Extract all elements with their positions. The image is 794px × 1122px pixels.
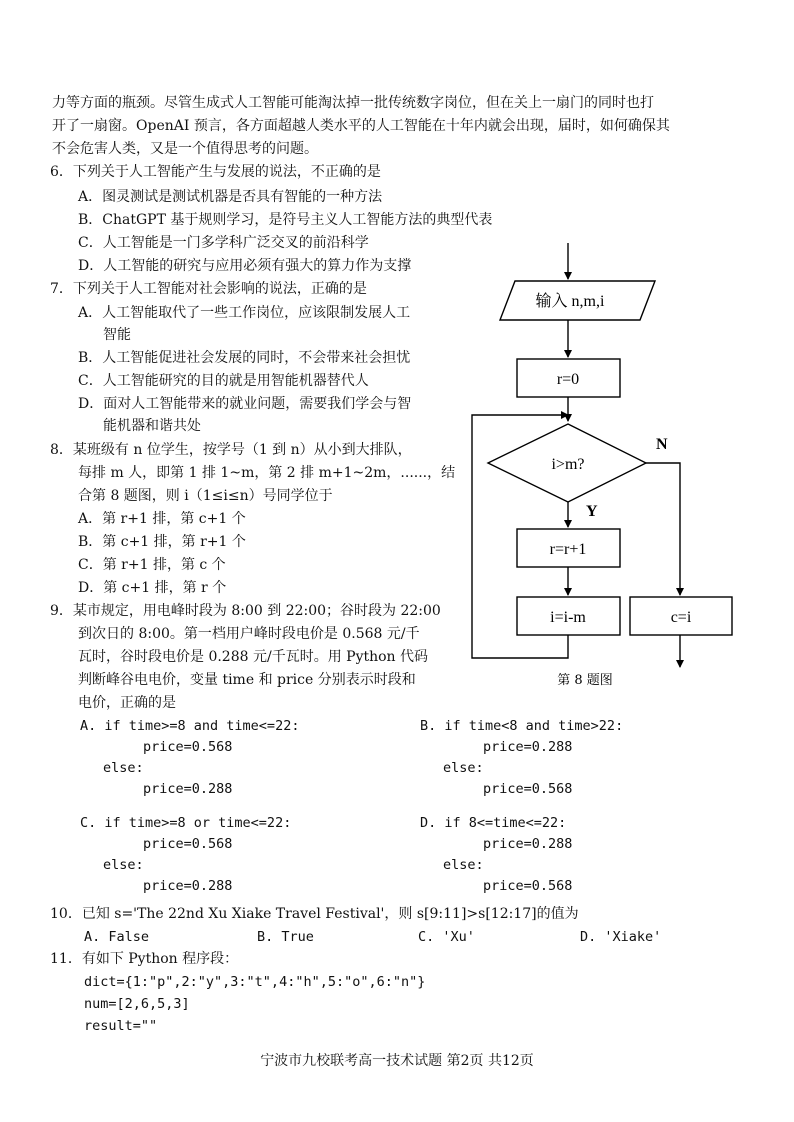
q11-stem: 11．有如下 Python 程序段： — [50, 951, 239, 967]
q9-option-b-line: B. if time<8 and time>22: — [420, 718, 624, 734]
q6-option-d: D．人工智能的研究与应用必须有强大的算力作为支撑 — [78, 258, 412, 274]
q9-option-d-line: price=0.568 — [483, 878, 573, 894]
q9-option-a-line: price=0.288 — [143, 781, 233, 797]
q11-code-line: num=[2,6,5,3] — [84, 996, 190, 1012]
q8-option-d: D．第 c+1 排，第 r 个 — [78, 580, 227, 596]
q9-stem-line: 判断峰谷电电价，变量 time 和 price 分别表示时段和 — [78, 672, 416, 688]
q8-stem-line: 每排 m 人，即第 1 排 1~m，第 2 排 m+1~2m，......，结 — [78, 465, 456, 481]
q6-stem: 6．下列关于人工智能产生与发展的说法，不正确的是 — [50, 164, 381, 180]
init-label: r=0 — [556, 371, 580, 388]
q10-option-b: B. True — [257, 929, 314, 945]
q7-option-d: D．面对人工智能带来的就业问题，需要我们学会与智 — [78, 396, 412, 412]
q9-option-a-line: else: — [103, 760, 144, 776]
intro-line: 开了一扇窗。OpenAI 预言，各方面超越人类水平的人工智能在十年内就会出现，届时，如何确保其 — [52, 118, 670, 134]
q9-option-a-line: A. if time>=8 and time<=22: — [80, 718, 300, 734]
q6-option-c: C．人工智能是一门多学科广泛交叉的前沿科学 — [78, 235, 369, 251]
q9-option-d-line: price=0.288 — [483, 836, 573, 852]
q8-option-c: C．第 r+1 排，第 c 个 — [78, 557, 226, 573]
q9-option-a-line: price=0.568 — [143, 739, 233, 755]
flowchart-caption: 第 8 题图 — [557, 673, 613, 688]
q9-option-c-line: C. if time>=8 or time<=22: — [80, 815, 292, 831]
q9-option-c-line: price=0.288 — [143, 878, 233, 894]
yes-label: Y — [586, 503, 598, 520]
q8-option-a: A．第 r+1 排，第 c+1 个 — [78, 511, 246, 527]
q7-option-a-cont: 智能 — [103, 327, 131, 343]
q8-flowchart — [460, 235, 740, 695]
q9-option-b-line: price=0.288 — [483, 739, 573, 755]
q7-option-c: C．人工智能研究的目的就是用智能机器替代人 — [78, 373, 369, 389]
q9-stem-line: 到次日的 8:00。第一档用户峰时段电价是 0.568 元/千 — [78, 626, 420, 642]
q6-option-b: B．ChatGPT 基于规则学习，是符号主义人工智能方法的典型代表 — [78, 212, 493, 228]
q7-option-d-cont: 能机器和谐共处 — [103, 418, 201, 434]
q11-code-line: dict={1:"p",2:"y",3:"t",4:"h",5:"o",6:"n"} — [84, 974, 426, 990]
q9-option-c-line: price=0.568 — [143, 836, 233, 852]
q8-option-b: B．第 c+1 排，第 r+1 个 — [78, 534, 246, 550]
no-branch-line — [646, 463, 680, 595]
q9-option-b-line: price=0.568 — [483, 781, 573, 797]
intro-line: 不会危害人类，又是一个值得思考的问题。 — [52, 141, 318, 157]
q10-option-a: A. False — [84, 929, 150, 945]
q9-option-b-line: else: — [443, 760, 484, 776]
q9-stem-line: 电价，正确的是 — [78, 695, 176, 711]
q11-code-line: result="" — [84, 1018, 158, 1034]
step2-label: i=i-m — [550, 609, 586, 626]
q7-option-b: B．人工智能促进社会发展的同时，不会带来社会担忧 — [78, 350, 411, 366]
output-label: c=i — [670, 609, 692, 626]
q7-option-a: A．人工智能取代了一些工作岗位，应该限制发展人工 — [78, 305, 411, 321]
q9-option-c-line: else: — [103, 857, 144, 873]
q9-stem-line: 瓦时，谷时段电价是 0.288 元/千瓦时。用 Python 代码 — [78, 649, 429, 665]
intro-line: 力等方面的瓶颈。尽管生成式人工智能可能淘汰掉一批传统数字岗位，但在关上一扇门的同时也打 — [52, 95, 654, 111]
step1-label: r=r+1 — [549, 541, 587, 558]
input-label: 输入 n,m,i — [535, 293, 605, 310]
q8-stem-line: 合第 8 题图，则 i（1≤i≤n）号同学位于 — [78, 488, 333, 504]
q6-option-a: A．图灵测试是测试机器是否具有智能的一种方法 — [78, 189, 383, 205]
q10-option-d: D. 'Xiake' — [580, 929, 662, 945]
q10-option-c: C. 'Xu' — [418, 929, 475, 945]
condition-label: i>m? — [551, 456, 585, 473]
q9-option-d-line: else: — [443, 857, 484, 873]
page-footer: 宁波市九校联考高一技术试题 第2页 共12页 — [260, 1053, 534, 1069]
q9-stem-line: 9．某市规定，用电峰时段为 8:00 到 22:00；谷时段为 22:00 — [50, 603, 441, 619]
q9-option-d-line: D. if 8<=time<=22: — [420, 815, 567, 831]
no-label: N — [656, 436, 668, 453]
q8-stem-line: 8．某班级有 n 位学生，按学号（1 到 n）从小到大排队， — [50, 442, 412, 458]
q10-stem: 10．已知 s='The 22nd Xu Xiake Travel Festival'，则 s[9:11]>s[12:17]的值为 — [50, 906, 579, 922]
q7-stem: 7．下列关于人工智能对社会影响的说法，正确的是 — [50, 281, 367, 297]
